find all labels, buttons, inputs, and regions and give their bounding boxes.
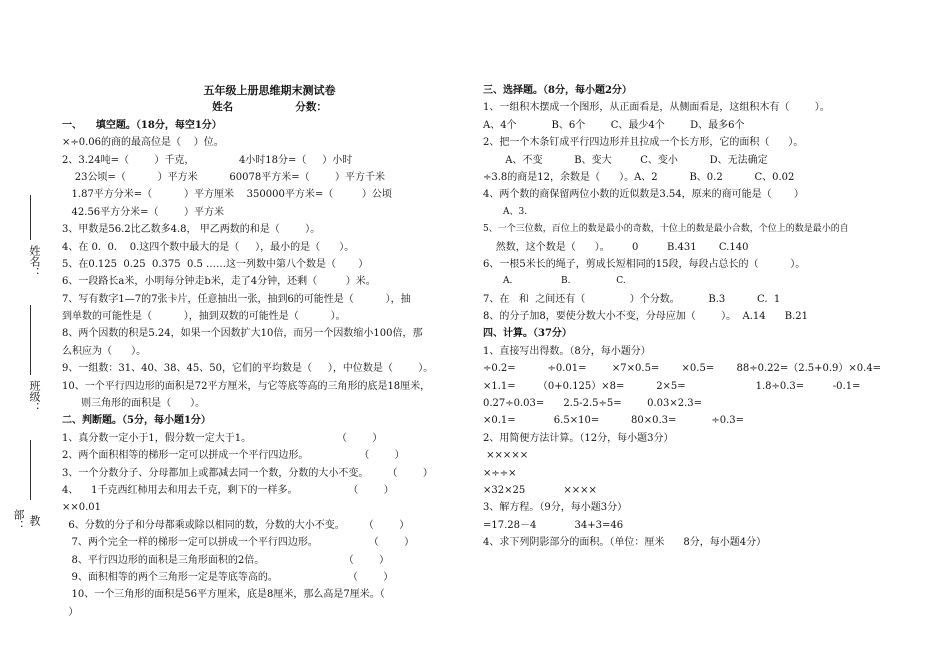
class-label: 班级： — [28, 380, 41, 413]
left-line-13: 到单数的可能性是（ ），抽到双数的可能性是（ ）。 — [62, 311, 346, 323]
left-line-16: 9、一组数：31、40、38、45、50，它们的平均数是（ ），中位数是（ ）。 — [62, 363, 434, 375]
class-fill-line — [30, 305, 31, 375]
left-line-8: 3、甲数是56.2比乙数多4.8， 甲乙两数的和是（ ）。 — [62, 224, 321, 236]
left-line-10: 5、在0.125 0.25 0.375 0.5 ……这一列数中第八个数是（ ） — [62, 258, 369, 270]
left-line-17: 10、一个平行四边形的面积是72平方厘米，与它等底等高的三角形的底是18厘米， — [62, 380, 431, 392]
right-line-12: 7、在 和 之间还有（ ）个分数。 B.3 C. 1 — [483, 293, 781, 305]
left-line-6: 1.87平方分米=（ ）平方厘米 350000平方米=（ ）公顷 — [62, 189, 392, 201]
right-line-11: A. B. C. — [483, 276, 626, 287]
left-line-9: 4、在 0. 0. 0.这四个数中最大的是（ ），最小的是（ ）。 — [62, 241, 355, 253]
left-line-24: ××0.01 — [62, 502, 102, 514]
left-line-22: 3、一个分数分子、分母都加上或都减去同一个数，分数的大小不变。 （ ） — [62, 467, 433, 479]
right-line-19: ×0.1= 6.5×10= 80×0.3= ÷0.3= — [483, 415, 744, 427]
right-line-15: 1、直接写出得数。（8分，每小题分） — [483, 345, 651, 357]
right-line-5: ÷3.8的商是12，余数是（ ）。A、2 B、0.2 C、0.02 — [483, 171, 795, 183]
right-line-9: 然数，这个数是（ ）。 0 B.431 C.140 — [483, 241, 749, 253]
right-line-0: 三、选择题。（8分，每小题2分） — [483, 85, 632, 96]
right-line-7: A、3. — [483, 206, 528, 217]
left-line-0: 五年级上册思维期末测试卷 — [203, 84, 336, 97]
right-line-21: ××××× — [483, 450, 529, 462]
right-line-18: 0.27÷0.03= 2.5-2.5÷5= 0.03×2.3= — [483, 398, 703, 410]
right-line-24: 3、解方程。（9分，每小题3分） — [483, 502, 628, 514]
left-line-23: 4、 1千克西红柿用去和用去千克，剩下的一样多。 （ ） — [62, 484, 394, 496]
left-line-7: 42.56平方分米=（ ）平方米 — [62, 206, 224, 218]
right-line-4: A、不变 B、变大 C、变小 D、无法确定 — [483, 154, 768, 166]
right-line-8: 5、一个三位数，百位上的数是最小的奇数，十位上的数是最小合数，个位上的数是最小的自 — [483, 224, 849, 235]
right-line-17: ×1.1= （0+0.125）×8= 2×5= 1.8÷0.3= -0.1= — [483, 380, 861, 392]
left-line-5: 23公顷=（ ）平方米 60078平方米=（ ）平方千米 — [62, 171, 386, 183]
left-line-26: 7、两个完全一样的梯形一定可以拼成一个平行四边形。 （ ） — [62, 537, 415, 549]
left-line-30: ） — [62, 606, 79, 618]
school-label: 教部： — [12, 509, 41, 531]
right-line-10: 6、一根5米长的绳子，剪成长短相同的15段，每段占总长的（ ）。 — [483, 258, 806, 270]
right-line-25: =17.28－4 34+3=46 — [483, 519, 624, 531]
left-line-1: 姓名 分数： — [212, 101, 327, 114]
left-line-3: ×÷0.06的商的最高位是（ ）位。 — [62, 137, 224, 149]
school-fill-line — [30, 440, 31, 500]
exam-right-column — [483, 82, 883, 552]
binding-margin — [12, 195, 42, 535]
left-line-19: 二、判断题。（5分，每小题1分） — [62, 415, 211, 427]
name-fill-line — [30, 195, 31, 240]
left-line-15: 么积应为（ ）。 — [62, 345, 147, 357]
right-line-13: 8、的分子加8，要使分数大小不变，分母应加（ ）。 A.14 B.21 — [483, 311, 808, 323]
left-line-20: 1、真分数一定小于1，假分数一定大于1。 （ ） — [62, 432, 383, 444]
right-line-23: ×32×25 ×××× — [483, 484, 597, 496]
left-line-28: 9、面积相等的两个三角形一定是等底等高的。 （ ） — [62, 571, 394, 583]
left-line-29: 10、一个三角形的面积是56平方厘米，底是8厘米，那么高是7厘米。（ — [62, 589, 385, 601]
exam-left-column — [62, 82, 477, 621]
right-line-22: ×÷÷× — [483, 467, 517, 479]
left-line-11: 6、一段路长a米，小明每分钟走b米，走了4分钟，还剩（ ）米。 — [62, 276, 376, 288]
left-line-14: 8、两个因数的积是5.24，如果一个因数扩大10倍，而另一个因数缩小100倍，那 — [62, 328, 423, 340]
right-line-20: 2、用简便方法计算。（12分，每小题3分） — [483, 432, 674, 444]
right-line-1: 1、一组积木摆成一个图形，从正面看是，从侧面看是，这组积木有（ ）。 — [483, 102, 830, 114]
left-line-27: 8、平行四边形的面积是三角形面积的2倍。 （ ） — [62, 554, 390, 566]
left-line-18: 则三角形的面积是（ ）。 — [62, 398, 206, 410]
right-line-16: ÷0.2= ÷0.01= ×7×0.5= ×0.5= 88÷0.22=（2.5+0.9）×0.4= — [483, 363, 882, 375]
right-line-6: 4、两个数的商保留两位小数的近似数是3.54，原来的商可能是（ ） — [483, 189, 804, 201]
name-label: 姓名： — [28, 245, 41, 278]
left-line-12: 7、写有数字1—7的7张卡片，任意抽出一张，抽到6的可能性是（ ），抽 — [62, 293, 411, 305]
left-line-4: 2、3.24吨=（ ）千克， 4小时18分=（ ）小时 — [62, 154, 353, 166]
right-line-26: 4、求下列阴影部分的面积。（单位：厘米 8分，每小题4分） — [483, 537, 767, 549]
left-line-2: 一、 填空题。（18分，每空1分） — [62, 119, 222, 131]
right-line-14: 四、计算。（37分） — [483, 328, 572, 340]
left-line-25: 6、分数的分子和分母都乘或除以相同的数，分数的大小不变。 （ ） — [62, 519, 410, 531]
left-line-21: 2、两个面积相等的梯形一定可以拼成一个平行四边形。 （ ） — [62, 450, 405, 462]
right-line-3: 2、把一个木条钉成平行四边形并且拉成一个长方形，它的面积（ ）。 — [483, 137, 804, 149]
right-line-2: A、4个 B、6个 C、最少4个 D、最多6个 — [483, 119, 745, 131]
